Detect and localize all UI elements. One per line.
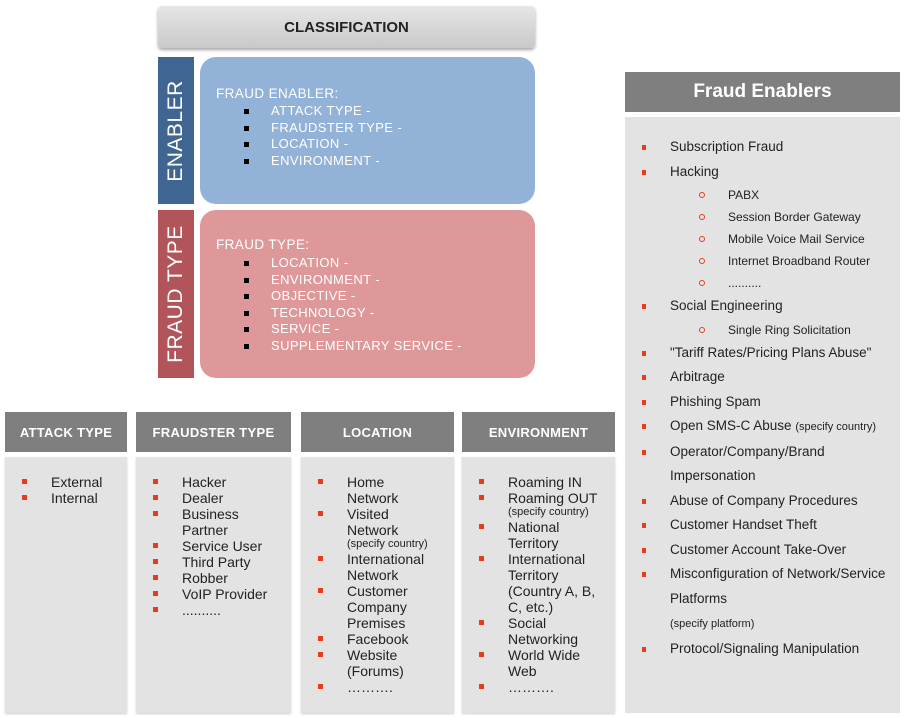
list-item-text: Website (Forums): [347, 647, 404, 679]
list-item: Business Partner: [153, 506, 252, 538]
fraud-type-item: LOCATION -: [244, 255, 462, 272]
list-item-text: Home Network: [347, 474, 399, 506]
list-item-text: International Territory (Country A, B, C, etc.): [508, 551, 596, 615]
environment-list: [479, 474, 609, 695]
list-item-text: Abuse of Company Procedures: [670, 492, 858, 508]
list-item: [642, 538, 887, 563]
environment-title: ENVIRONMENT: [488, 424, 589, 440]
list-item: Third Party: [153, 554, 285, 570]
list-item-text: Subscription Fraud: [670, 139, 784, 154]
list-item: Hacker: [153, 474, 285, 490]
list-item-note: (specify country): [347, 538, 428, 550]
fraudster-type-list: [153, 474, 285, 618]
environment-panel: [462, 457, 615, 713]
list-item: [318, 583, 422, 631]
fraud-enablers-title: Fraud Enablers: [693, 81, 832, 102]
list-item: [479, 615, 583, 647]
fraud-type-box: [200, 210, 535, 378]
list-item-text: "Tariff Rates/Pricing Plans Abuse": [670, 344, 872, 360]
attack-type-list: [22, 474, 122, 506]
sub-list-item: Internet Broadband Router: [699, 250, 887, 272]
list-item: [318, 631, 448, 647]
list-item: [479, 519, 578, 551]
list-item: [642, 390, 887, 415]
list-item-text: ……….: [508, 679, 554, 695]
classification-title: CLASSIFICATION: [284, 18, 409, 36]
list-item: [479, 551, 603, 615]
list-item-text: Operator/Company/Brand Impersonation: [670, 443, 825, 483]
location-list: [318, 474, 448, 695]
list-item: [642, 294, 887, 341]
fraud-type-item: TECHNOLOGY -: [244, 305, 462, 322]
list-item: [642, 365, 887, 390]
sub-list-item: Single Ring Solicitation: [699, 319, 887, 341]
list-item-note: (specify country): [508, 506, 589, 518]
list-item: [479, 490, 608, 519]
list-item-text: International Network: [347, 551, 425, 583]
list-item-text: Social Engineering: [670, 298, 783, 313]
fraud-enabler-item: ATTACK TYPE -: [244, 103, 402, 120]
list-item-text: Open SMS-C Abuse: [670, 418, 792, 433]
fraud-type-tab-label: FRAUD TYPE: [164, 225, 188, 363]
fraud-enabler-heading: FRAUD ENABLER:: [216, 86, 339, 101]
list-item: [479, 474, 609, 490]
list-item-text: Arbitrage: [670, 369, 725, 384]
list-item: VoIP Provider: [153, 586, 285, 602]
list-item: [642, 637, 887, 662]
sub-list-item: PABX: [699, 184, 887, 206]
attack-type-title: ATTACK TYPE: [19, 424, 113, 440]
fraud-type-list: [244, 255, 462, 354]
list-item: Robber: [153, 570, 285, 586]
fraud-type-heading: FRAUD TYPE:: [216, 237, 310, 252]
fraud-type-item: SUPPLEMENTARY SERVICE -: [244, 338, 462, 355]
fraud-enabler-list: [244, 103, 402, 169]
list-item: Service User: [153, 538, 285, 554]
list-item-text: Hacking: [670, 163, 719, 179]
list-item: [642, 160, 887, 295]
list-item: [479, 679, 609, 695]
list-item: [318, 474, 417, 506]
fraud-enabler-item: LOCATION -: [244, 136, 402, 153]
list-item: [318, 647, 417, 679]
list-item: Internal: [22, 490, 122, 506]
sub-list-item: Mobile Voice Mail Service: [699, 228, 887, 250]
fraud-enablers-header: [625, 72, 900, 112]
fraud-type-item: OBJECTIVE -: [244, 288, 462, 305]
list-item: [642, 341, 887, 366]
location-header: [301, 412, 454, 452]
sub-list-item: ..........: [699, 272, 887, 294]
list-item: ..........: [153, 602, 285, 618]
list-item-text: World Wide Web: [508, 647, 581, 679]
list-item-text: Visited Network: [347, 506, 399, 538]
fraud-enabler-box: [200, 57, 535, 204]
enabler-tab-label: ENABLER: [164, 79, 188, 182]
fraudster-type-panel: [136, 457, 291, 713]
list-item-text: ……….: [347, 679, 393, 695]
sub-list: [670, 319, 887, 341]
list-item-note: (specify platform): [670, 618, 755, 630]
sub-list-item: Session Border Gateway: [699, 206, 887, 228]
attack-type-header: [5, 412, 127, 452]
list-item-note: (specify country): [795, 421, 877, 433]
list-item: [318, 551, 437, 583]
list-item-text: Roaming OUT: [508, 490, 598, 506]
list-item: [318, 506, 437, 551]
list-item-text: Social Networking: [508, 615, 579, 647]
fraud-enablers-list: [642, 135, 887, 661]
list-item: [642, 562, 887, 637]
list-item-text: Misconfiguration of Network/Service Platforms: [670, 566, 886, 606]
list-item-text: Customer Account Take-Over: [670, 541, 847, 557]
attack-type-panel: [5, 457, 127, 713]
list-item: External: [22, 474, 122, 490]
fraudster-type-title: FRAUDSTER TYPE: [152, 424, 275, 440]
list-item: [642, 440, 887, 489]
enabler-tab: [158, 57, 194, 204]
location-title: LOCATION: [342, 424, 413, 440]
list-item: [642, 489, 887, 514]
list-item-text: Customer Company Premises: [347, 583, 408, 631]
list-item-text: Protocol/Signaling Manipulation: [670, 640, 860, 656]
list-item: [642, 513, 887, 538]
fraud-enabler-item: FRAUDSTER TYPE -: [244, 120, 402, 137]
fraudster-type-header: [136, 412, 291, 452]
list-item-text: Facebook: [347, 631, 409, 647]
list-item-text: Roaming IN: [508, 474, 582, 490]
environment-header: [462, 412, 615, 452]
list-item: Dealer: [153, 490, 285, 506]
list-item: [318, 679, 448, 695]
list-item-text: Phishing Spam: [670, 393, 761, 409]
sub-list: [670, 184, 887, 294]
list-item: [642, 414, 887, 440]
list-item-text: National Territory: [508, 519, 560, 551]
fraud-enablers-panel: [625, 117, 900, 713]
fraud-type-tab: [158, 210, 194, 378]
list-item: [479, 647, 593, 679]
fraud-type-item: ENVIRONMENT -: [244, 272, 462, 289]
list-item-text: Customer Handset Theft: [670, 517, 817, 532]
fraud-type-item: SERVICE -: [244, 321, 462, 338]
fraud-enabler-item: ENVIRONMENT -: [244, 153, 402, 170]
list-item: [642, 135, 887, 160]
classification-header: [158, 6, 535, 48]
location-panel: [301, 457, 454, 713]
